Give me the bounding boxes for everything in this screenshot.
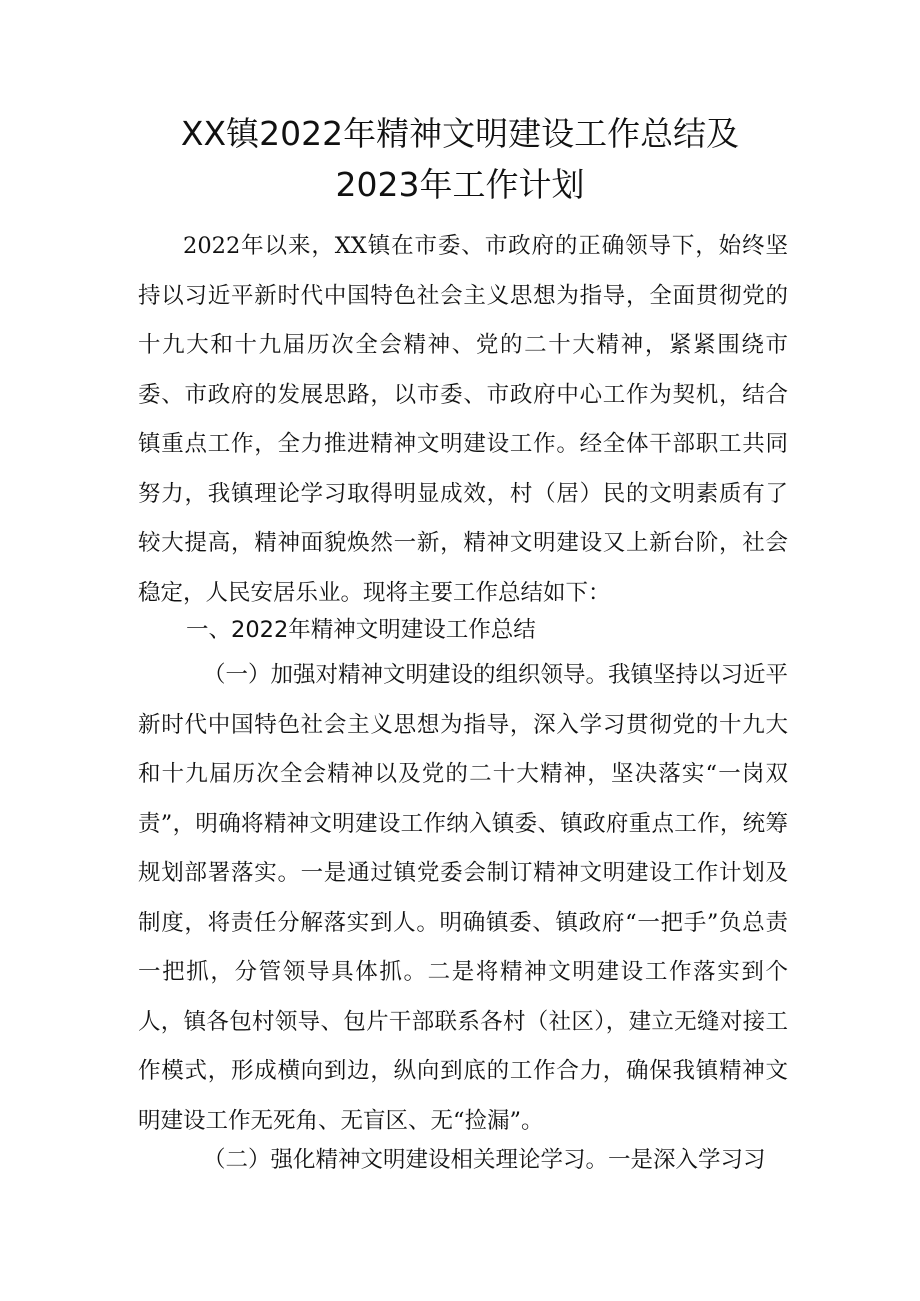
subsection-1-paragraph: （一）加强对精神文明建设的组织领导。我镇坚持以习近平新时代中国特色社会主义思想为指导，深入学习贯彻党的十九大和十九届历次全会精神以及党的二十大精神，坚决落实“一岗双责”，明确将精神文明建设工作纳入镇委、镇政府重点工作，统筹规划部署落实。一是通过镇党委会制订精神文明建设工作计划及制度，将责任分解落实到人。明确镇委、镇政府“一把手”负总责一把抓，分管领导具体抓。二是将精神文明建设工作落实到个人，镇各包村领导、包片干部联系各村（社区），建立无缝对接工作模式，形成横向到边，纵向到底的工作合力，确保我镇精神文明建设工作无死角、无盲区、无“捡漏”。 xyxy=(138,662,789,1134)
document-title-line-1: XX镇2022年精神文明建设工作总结及 xyxy=(180,114,740,153)
intro-paragraph: 2022年以来，XX镇在市委、市政府的正确领导下，始终坚持以习近平新时代中国特色社会主义思想为指导，全面贯彻党的十九大和十九届历次全会精神、党的二十大精神，紧紧围绕市委、市政府的发展思路，以市委、市政府中心工作为契机，结合镇重点工作，全力推进精神文明建设工作。经全体干部职工共同努力，我镇理论学习取得明显成效，村（居）民的文明素质有了较大提高，精神面貌焕然一新，精神文明建设又上新台阶，社会稳定，人民安居乐业。现将主要工作总结如下： xyxy=(138,233,788,606)
section-1-heading: 一、2022年精神文明建设工作总结 xyxy=(186,617,536,643)
document-title-line-2: 2023年工作计划 xyxy=(335,165,585,204)
subsection-2-paragraph: （二）强化精神文明建设相关理论学习。一是深入学习习 xyxy=(203,1147,766,1173)
